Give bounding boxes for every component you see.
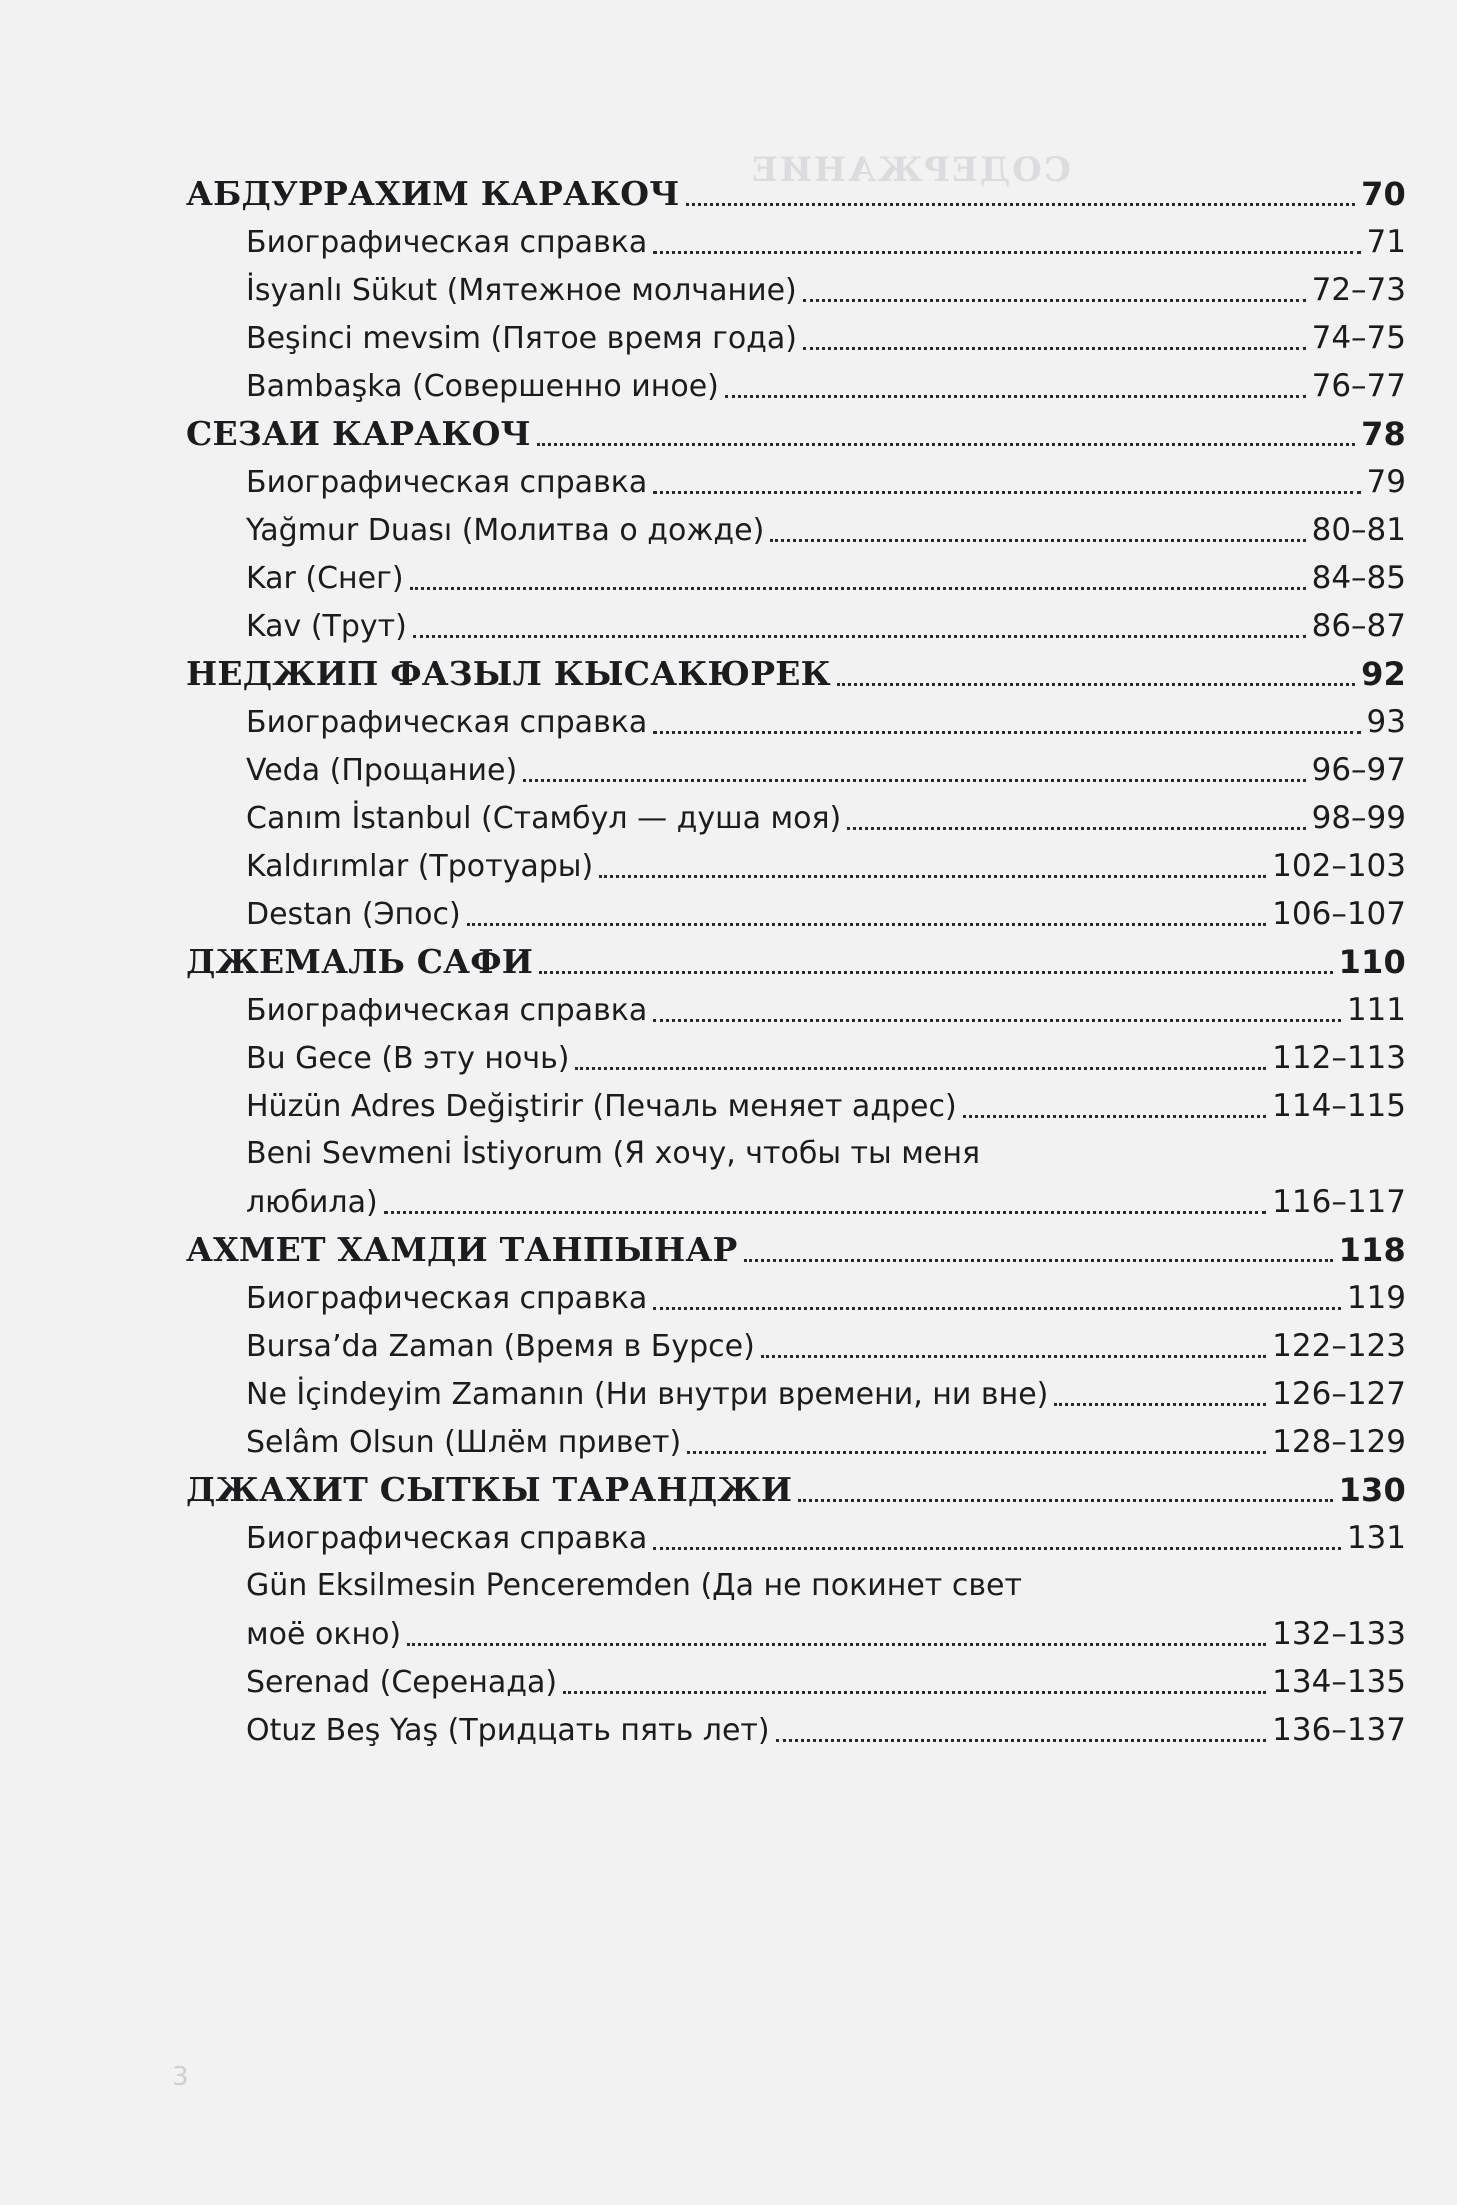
toc-section <box>186 1226 1406 1466</box>
author-name: ДЖЕМАЛЬ САФИ <box>186 942 534 981</box>
page-number: 119 <box>1346 1280 1406 1316</box>
toc-item-entry[interactable] <box>186 1658 1406 1706</box>
author-name: СЕЗАИ КАРАКОЧ <box>186 414 531 453</box>
item-title: Beşinci mevsim (Пятое время года) <box>246 321 798 356</box>
dot-leader <box>653 490 1360 494</box>
page-number: 86–87 <box>1311 608 1406 644</box>
page-number: 71 <box>1366 224 1406 260</box>
dot-leader <box>539 970 1332 974</box>
dot-leader <box>653 1018 1341 1022</box>
toc-item-entry[interactable] <box>186 842 1406 890</box>
toc-item-entry[interactable] <box>186 506 1406 554</box>
page-number: 111 <box>1346 992 1406 1028</box>
toc-item-entry[interactable] <box>186 794 1406 842</box>
toc-author-entry[interactable] <box>186 938 1406 986</box>
dot-leader <box>761 1354 1266 1358</box>
dot-leader <box>776 1738 1267 1742</box>
show-through-heading: СОДЕРЖАНИЕ <box>750 150 1071 190</box>
item-title: Canım İstanbul (Стамбул — душа моя) <box>246 801 842 836</box>
toc-item-entry[interactable] <box>186 746 1406 794</box>
toc-section <box>186 410 1406 650</box>
toc-item-title-line: Beni Sevmeni İstiyorum (Я хочу, чтобы ты меня <box>246 1136 981 1171</box>
dot-leader <box>744 1258 1333 1262</box>
dot-leader <box>467 922 1266 926</box>
toc-item-entry[interactable] <box>186 1034 1406 1082</box>
author-name: ДЖАХИТ СЫТКЫ ТАРАНДЖИ <box>186 1470 793 1509</box>
dot-leader <box>686 202 1355 206</box>
page-number: 128–129 <box>1272 1424 1406 1460</box>
toc-item-entry[interactable] <box>186 698 1406 746</box>
dot-leader <box>563 1690 1266 1694</box>
item-title: Yağmur Duası (Молитва о дожде) <box>246 513 765 548</box>
toc-item-title-line: Gün Eksilmesin Penceremden (Да не покинет свет <box>246 1568 1022 1603</box>
page-number: 74–75 <box>1311 320 1406 356</box>
item-title: Bursa’da Zaman (Время в Бурсе) <box>246 1329 755 1364</box>
item-title: Биографическая справка <box>246 993 648 1028</box>
dot-leader <box>523 778 1305 782</box>
dot-leader <box>599 874 1266 878</box>
dot-leader <box>725 394 1306 398</box>
item-title: Биографическая справка <box>246 225 648 260</box>
author-name: НЕДЖИП ФАЗЫЛ КЫСАКЮРЕК <box>186 654 831 693</box>
toc-item-entry[interactable] <box>186 458 1406 506</box>
toc-item-entry[interactable] <box>186 890 1406 938</box>
dot-leader <box>1054 1402 1266 1406</box>
author-name: АХМЕТ ХАМДИ ТАНПЫНАР <box>186 1230 738 1269</box>
dot-leader <box>687 1450 1266 1454</box>
dot-leader <box>653 250 1360 254</box>
page-number: 96–97 <box>1311 752 1406 788</box>
item-title: Otuz Beş Yaş (Тридцать пять лет) <box>246 1713 770 1748</box>
dot-leader <box>653 730 1360 734</box>
table-of-contents <box>186 170 1406 1754</box>
toc-section <box>186 650 1406 938</box>
dot-leader <box>407 1642 1266 1646</box>
item-title: Bu Gece (В эту ночь) <box>246 1041 570 1076</box>
item-title: Destan (Эпос) <box>246 897 461 932</box>
toc-item-entry[interactable] <box>186 1082 1406 1130</box>
toc-author-entry[interactable] <box>186 170 1406 218</box>
page-number: 132–133 <box>1272 1616 1406 1652</box>
toc-item-entry[interactable] <box>186 602 1406 650</box>
dot-leader <box>537 442 1355 446</box>
toc-item-entry[interactable] <box>186 1322 1406 1370</box>
toc-item-entry[interactable] <box>186 1274 1406 1322</box>
item-title: Serenad (Серенада) <box>246 1665 558 1700</box>
dot-leader <box>847 826 1305 830</box>
item-title: Биографическая справка <box>246 705 648 740</box>
page-number: 131 <box>1346 1520 1406 1556</box>
dot-leader <box>653 1306 1341 1310</box>
toc-item-entry[interactable] <box>186 1706 1406 1754</box>
page-number: 78 <box>1361 415 1406 453</box>
page-number: 92 <box>1361 655 1406 693</box>
item-title: İsyanlı Sükut (Мятежное молчание) <box>246 273 797 308</box>
toc-item-entry[interactable] <box>186 1514 1406 1562</box>
toc-item-entry[interactable] <box>186 1370 1406 1418</box>
item-title: Bambaşka (Совершенно иное) <box>246 369 719 404</box>
dot-leader <box>798 1498 1332 1502</box>
dot-leader <box>410 586 1306 590</box>
dot-leader <box>803 298 1306 302</box>
toc-author-entry[interactable] <box>186 1226 1406 1274</box>
toc-item-entry[interactable] <box>186 1178 1406 1226</box>
item-title: Биографическая справка <box>246 1281 648 1316</box>
toc-section <box>186 170 1406 410</box>
page-number: 114–115 <box>1272 1088 1406 1124</box>
toc-author-entry[interactable] <box>186 1466 1406 1514</box>
toc-item-entry[interactable] <box>186 266 1406 314</box>
page-number: 93 <box>1366 704 1406 740</box>
toc-item-entry[interactable] <box>186 1610 1406 1658</box>
page-number: 126–127 <box>1272 1376 1406 1412</box>
item-title: Kar (Снег) <box>246 561 404 596</box>
page-number: 70 <box>1361 175 1406 213</box>
toc-item-entry[interactable] <box>186 314 1406 362</box>
toc-item-entry[interactable] <box>186 1418 1406 1466</box>
page-number: 84–85 <box>1311 560 1406 596</box>
page-number: 112–113 <box>1272 1040 1406 1076</box>
item-title: Биографическая справка <box>246 1521 648 1556</box>
item-title: Hüzün Adres Değiştirir (Печаль меняет адрес) <box>246 1089 957 1124</box>
page-number: 79 <box>1366 464 1406 500</box>
item-title: любила) <box>246 1185 378 1220</box>
dot-leader <box>575 1066 1266 1070</box>
dot-leader <box>770 538 1305 542</box>
toc-item-entry[interactable] <box>186 218 1406 266</box>
page-number: 130 <box>1338 1471 1406 1509</box>
toc-item-entry[interactable] <box>186 986 1406 1034</box>
page-number: 116–117 <box>1272 1184 1406 1220</box>
item-title: Kaldırımlar (Тротуары) <box>246 849 594 884</box>
page-number: 118 <box>1338 1231 1406 1269</box>
page-number: 102–103 <box>1272 848 1406 884</box>
toc-section <box>186 1466 1406 1754</box>
page-number: 136–137 <box>1272 1712 1406 1748</box>
page-number: 72–73 <box>1311 272 1406 308</box>
toc-section <box>186 938 1406 1226</box>
page-number: 76–77 <box>1311 368 1406 404</box>
page-number: 80–81 <box>1311 512 1406 548</box>
item-title: Selâm Olsun (Шлём привет) <box>246 1425 682 1460</box>
toc-item-entry[interactable] <box>186 554 1406 602</box>
item-title: Биографическая справка <box>246 465 648 500</box>
item-title: Kav (Трут) <box>246 609 407 644</box>
dot-leader <box>837 682 1355 686</box>
page-number: 110 <box>1338 943 1406 981</box>
dot-leader <box>384 1210 1266 1214</box>
item-title: Ne İçindeyim Zamanın (Ни внутри времени, ни вне) <box>246 1377 1049 1412</box>
page-number: 134–135 <box>1272 1664 1406 1700</box>
dot-leader <box>803 346 1306 350</box>
toc-author-entry[interactable] <box>186 650 1406 698</box>
item-title: Veda (Прощание) <box>246 753 518 788</box>
page-number: 98–99 <box>1311 800 1406 836</box>
dot-leader <box>413 634 1306 638</box>
toc-item-entry[interactable] <box>186 362 1406 410</box>
toc-author-entry[interactable] <box>186 410 1406 458</box>
item-title: моё окно) <box>246 1617 402 1652</box>
page-number: 122–123 <box>1272 1328 1406 1364</box>
author-name: АБДУРРАХИМ КАРАКОЧ <box>186 174 680 213</box>
page-folio: 3 <box>172 2062 189 2092</box>
dot-leader <box>653 1546 1341 1550</box>
page-number: 106–107 <box>1272 896 1406 932</box>
dot-leader <box>963 1114 1266 1118</box>
